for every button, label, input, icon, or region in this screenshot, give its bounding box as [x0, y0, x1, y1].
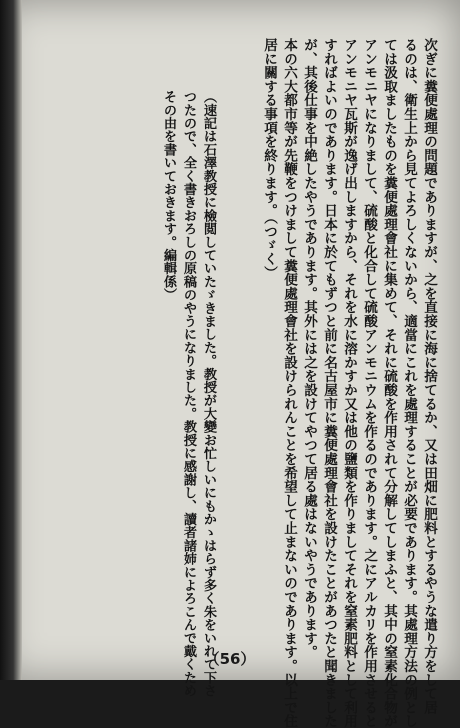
- body-line: すればよいのであります。日本に於てもずつと前に名古屋市に糞便處理會社を設けたことがあつたと聞きました: [321, 38, 337, 728]
- body-line: 本の六大都市等が先鞭をつけまして糞便處理會社を設けられんことを希望して止まないのであります。以上で住: [281, 38, 297, 728]
- body-line: が、其後仕事を中絶したやうであります。其外には之を設けてやつて居る處はないやうであります。: [301, 38, 317, 659]
- page-number: （56）: [204, 650, 256, 668]
- editor-note-line: （速記は石澤教授に檢閲していたゞきました。教授が大變お忙しいにもかゝはらず多く朱をいれて下さ: [201, 90, 216, 698]
- page-binding-edge: [0, 0, 22, 680]
- body-line: アンモニヤになりまして、硫酸と化合して硫酸アンモニウムを作るのであります。之にアルカリを作用させると: [361, 38, 377, 728]
- body-line: 次ぎに糞便處理の問題でありますが、之を直接に海に捨てるか、又は田畑に肥料とするやうな遣り方をして居: [421, 38, 437, 715]
- editor-note-line: その由を書いておきます。編輯係）: [161, 90, 176, 302]
- body-line: るのは、衛生上から見てよろしくないから、適當にこれを處理することが必要であります。其處理方法の例とし: [401, 38, 417, 728]
- body-line: アンモニヤ瓦斯が逸げ出しますから、それを水に溶かすか又は他の鹽類を作りましてそれを窒素肥料として利用: [341, 38, 357, 728]
- body-line: ては汲取ましたものを糞便處理會社に集めて、それに硫酸を作用されて分解してしまふと、其中の窒素化合物が: [381, 38, 397, 728]
- body-line: 居に關する事項を終ります。（つゞく）: [261, 38, 277, 280]
- editor-note-line: つたので、全く書きおろしの原稿のやうになりました。教授に感謝し、讀者諸姉によろこんで戴くため: [181, 90, 196, 698]
